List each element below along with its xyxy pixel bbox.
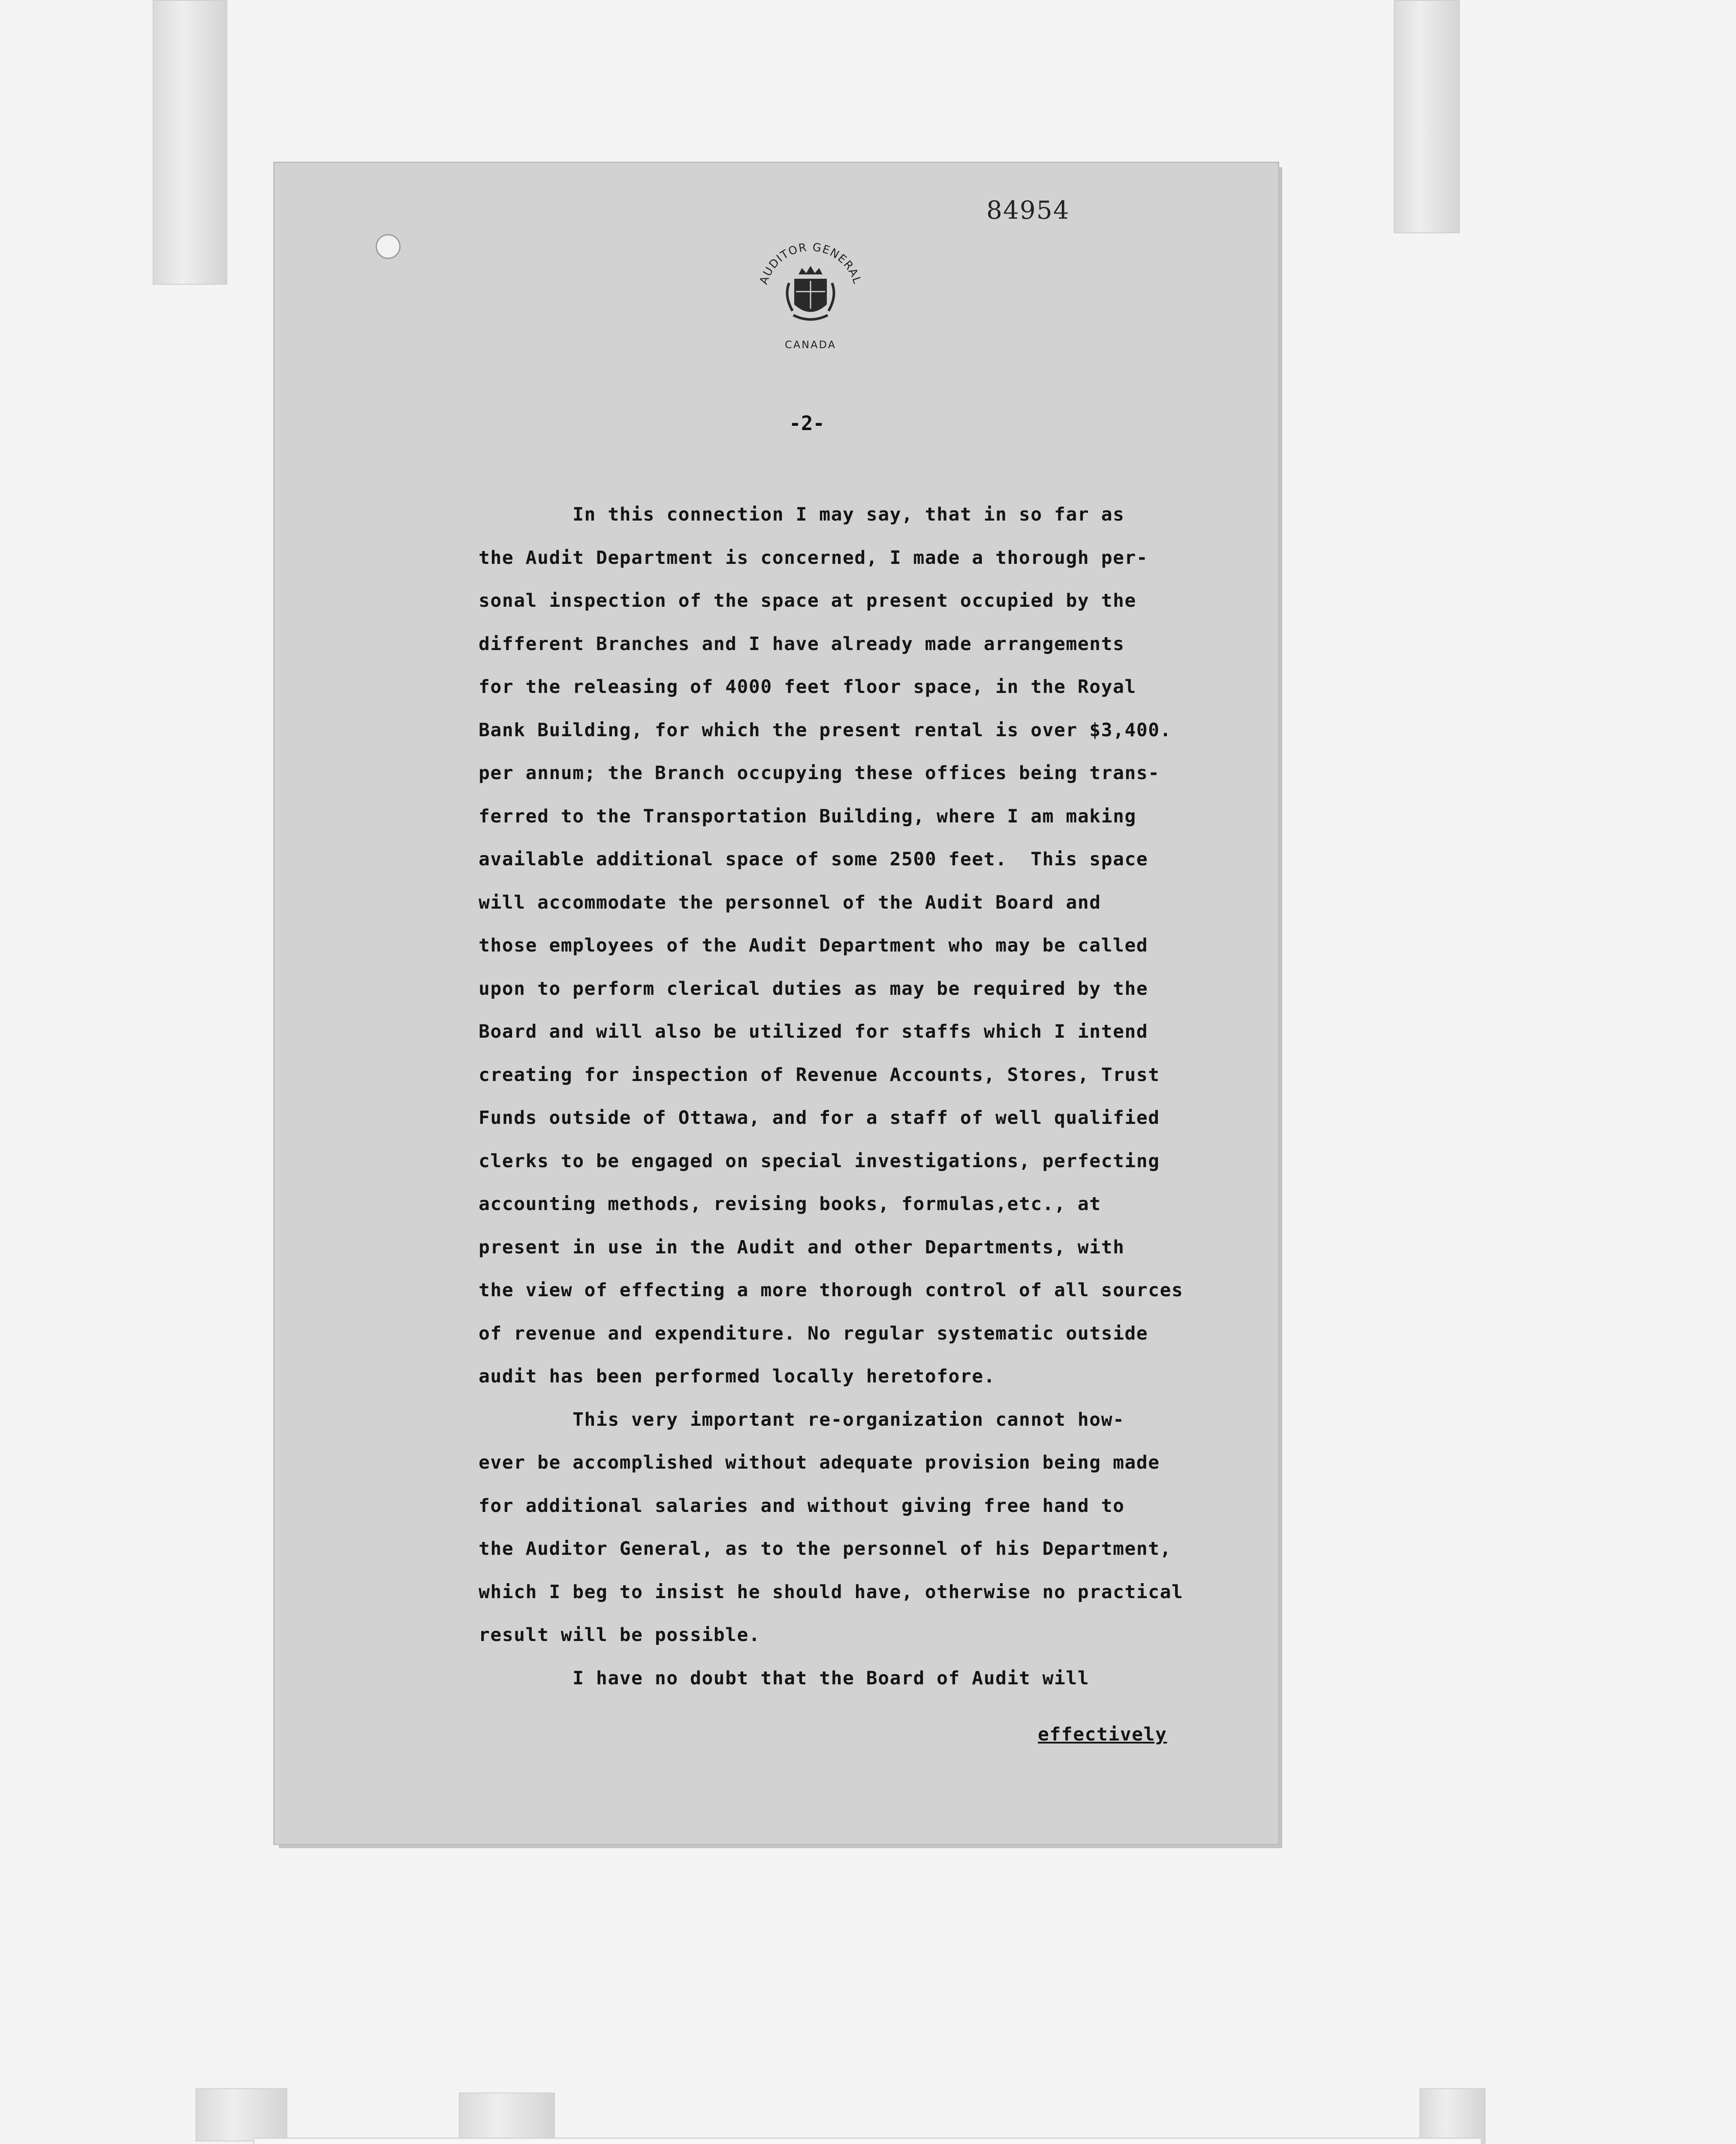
- text-line: for the releasing of 4000 feet floor space, in the Royal: [479, 676, 1136, 698]
- text-line: of revenue and expenditure. No regular systematic outside: [479, 1322, 1148, 1344]
- seal-top-text: AUDITOR GENERAL: [757, 241, 864, 286]
- text-line: which I beg to insist he should have, otherwise no practical: [479, 1581, 1184, 1603]
- seal-bottom-text: CANADA: [784, 339, 837, 351]
- text-line: creating for inspection of Revenue Accounts, Stores, Trust: [479, 1064, 1160, 1086]
- text-line: clerks to be engaged on special investigations, perfecting: [479, 1150, 1160, 1172]
- text-line: sonal inspection of the space at present occupied by the: [479, 590, 1136, 611]
- mounting-tape-bottom-mid: [459, 2093, 555, 2144]
- mounting-tape-bottom-right: [1420, 2088, 1486, 2144]
- coat-of-arms-icon: [787, 266, 834, 319]
- text-line: for additional salaries and without giving free hand to: [479, 1495, 1125, 1517]
- text-line: This very important re-organization cannot how-: [479, 1409, 1125, 1430]
- mounting-tape-top-right: [1394, 0, 1460, 233]
- text-line: available additional space of some 2500 feet. This space: [479, 849, 1148, 870]
- document-number: 84954: [986, 196, 1070, 225]
- letter-page: [274, 163, 1278, 1844]
- punch-hole: [376, 234, 401, 259]
- text-line: accounting methods, revising books, formulas,etc., at: [479, 1193, 1101, 1215]
- mounting-tape-top-left: [153, 0, 227, 285]
- text-line: upon to perform clerical duties as may be required by the: [479, 978, 1148, 1000]
- page-number: -2-: [789, 412, 825, 435]
- text-line: I have no doubt that the Board of Audit will: [479, 1667, 1090, 1689]
- text-line: different Branches and I have already made arrangements: [479, 633, 1125, 655]
- catchword: effectively: [1038, 1724, 1167, 1745]
- text-line: ferred to the Transportation Building, where I am making: [479, 805, 1136, 827]
- text-line: In this connection I may say, that in so far as: [479, 504, 1125, 525]
- text-line: ever be accomplished without adequate provision being made: [479, 1452, 1160, 1473]
- text-line: audit has been performed locally heretofore.: [479, 1366, 996, 1387]
- text-line: Bank Building, for which the present rental is over $3,400.: [479, 719, 1172, 741]
- text-line: the view of effecting a more thorough control of all sources: [479, 1280, 1184, 1301]
- mounting-tape-bottom-left: [196, 2088, 287, 2141]
- text-line: present in use in the Audit and other Departments, with: [479, 1236, 1125, 1258]
- text-line: result will be possible.: [479, 1624, 761, 1646]
- auditor-general-seal: [746, 232, 875, 360]
- text-line: the Auditor General, as to the personnel of his Department,: [479, 1538, 1172, 1560]
- text-line: per annum; the Branch occupying these offices being trans-: [479, 762, 1160, 784]
- text-line: will accommodate the personnel of the Audit Board and: [479, 891, 1101, 913]
- letter-body: [479, 493, 1259, 1700]
- text-line: those employees of the Audit Department who may be called: [479, 935, 1148, 956]
- text-line: Board and will also be utilized for staffs which I intend: [479, 1021, 1148, 1042]
- archive-label-card: [253, 2138, 1482, 2144]
- text-line: Funds outside of Ottawa, and for a staff of well qualified: [479, 1107, 1160, 1129]
- text-line: the Audit Department is concerned, I made a thorough per-: [479, 547, 1148, 569]
